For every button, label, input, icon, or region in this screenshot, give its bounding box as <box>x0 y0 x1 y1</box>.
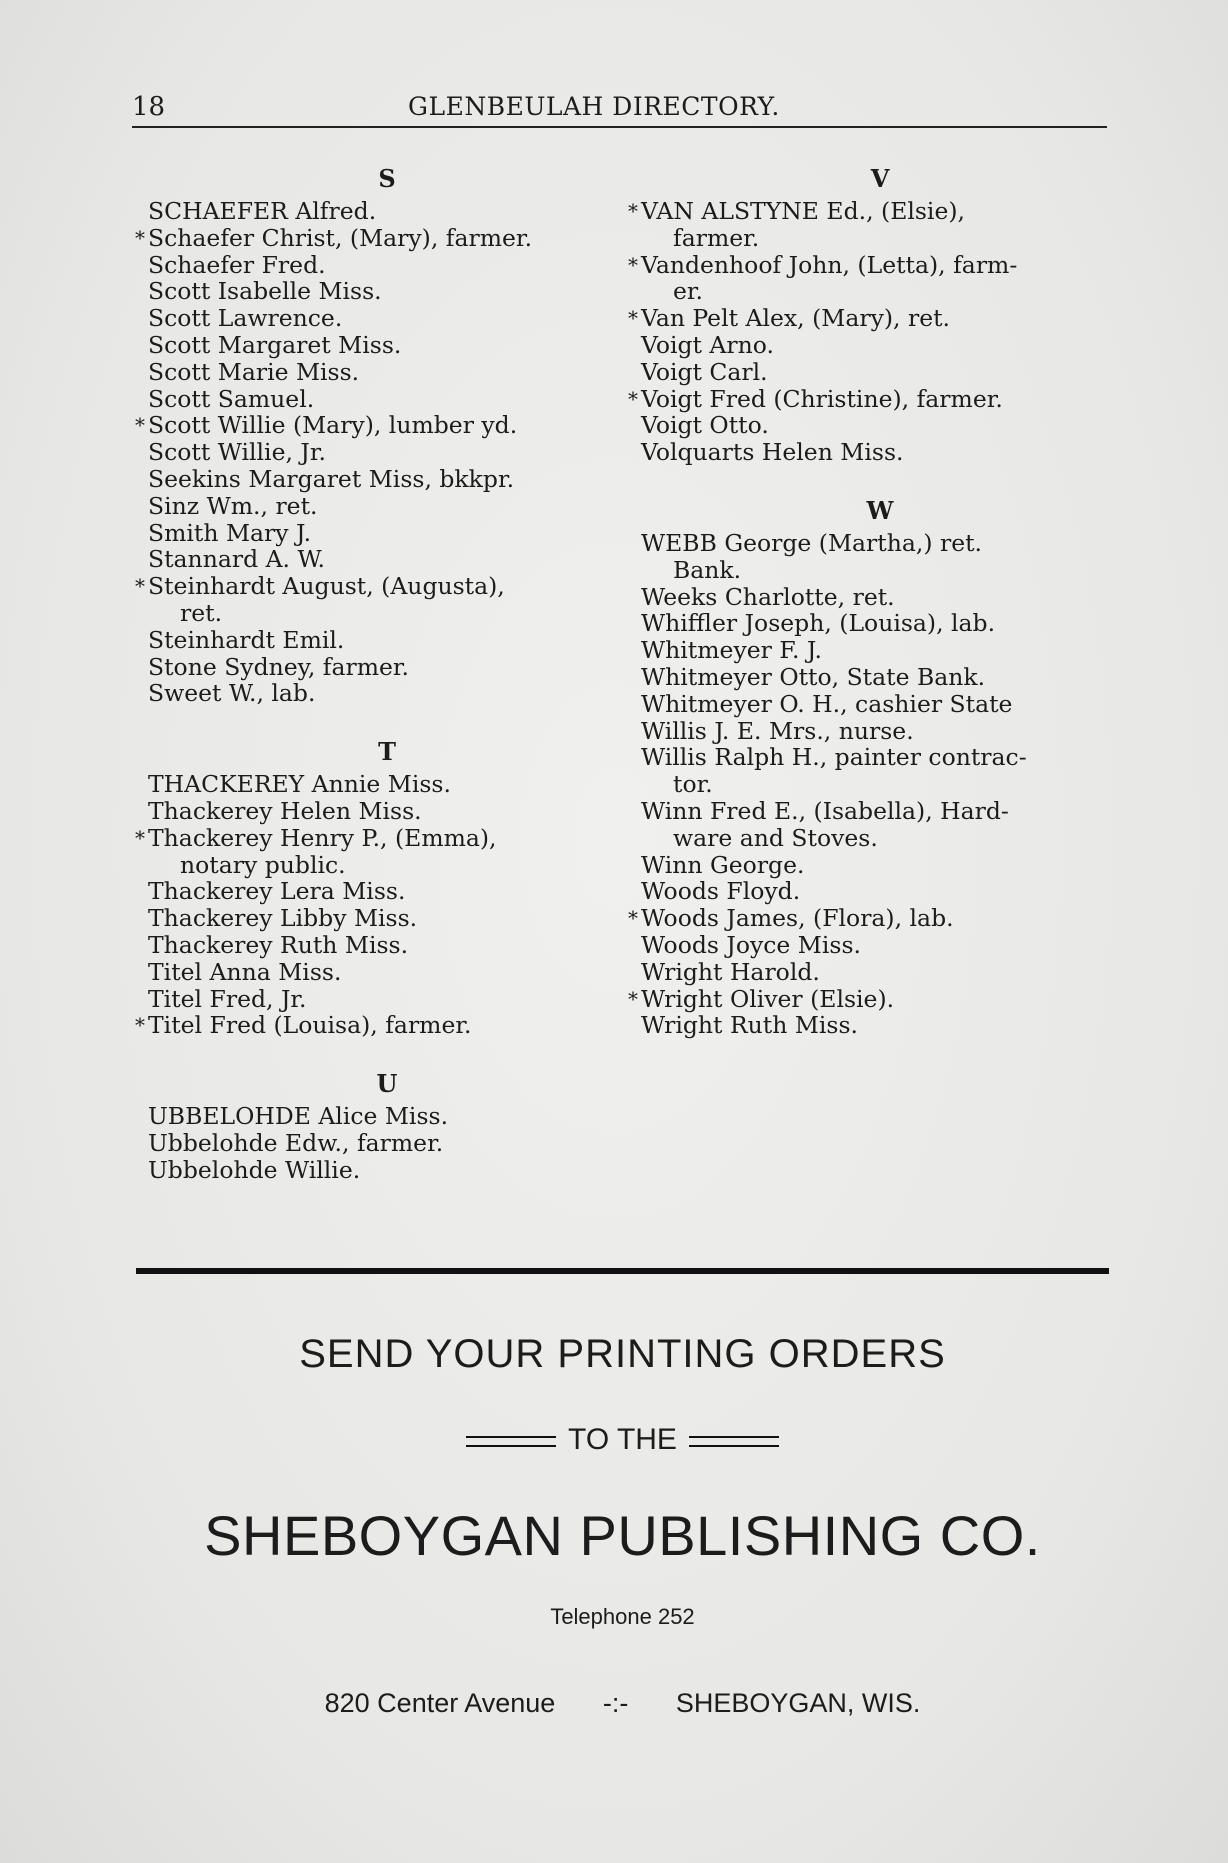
directory-entry <box>635 332 1135 359</box>
directory-entry <box>135 1011 642 1040</box>
directory-entry <box>135 223 642 252</box>
directory-entry <box>142 359 642 386</box>
directory-entry <box>142 1103 642 1130</box>
directory-entry <box>142 332 642 359</box>
directory-entry <box>142 680 642 707</box>
header-rule <box>132 126 1107 128</box>
entry-continuation: farmer. <box>673 223 760 252</box>
entry-text: Woods Joyce Miss. <box>641 930 861 959</box>
ad-heading: SEND YOUR PRINTING ORDERS <box>299 1332 946 1376</box>
directory-entry <box>635 637 1135 664</box>
entry-continuation: ware and Stoves. <box>673 823 878 852</box>
entry-text: Winn George. <box>641 850 805 879</box>
directory-entry <box>635 584 1135 611</box>
entry-text: Titel Fred, Jr. <box>148 984 307 1013</box>
directory-entry <box>142 959 642 986</box>
entry-text: Thackerey Lera Miss. <box>148 877 406 906</box>
entry-text: Willis J. E. Mrs., nurse. <box>641 716 914 745</box>
entry-text: Willis Ralph H., painter contrac- <box>641 743 1027 772</box>
directory-entry <box>142 1130 642 1157</box>
ad-separator: -:- <box>602 1688 629 1718</box>
directory-entry <box>142 198 642 225</box>
page-number: 18 <box>132 92 166 122</box>
entry-text: Ubbelohde Edw., farmer. <box>148 1128 444 1157</box>
entry-text: Wright Harold. <box>641 957 820 986</box>
directory-entry <box>635 610 1135 637</box>
directory-entry <box>628 384 1135 413</box>
entry-text: Wright Oliver (Elsie). <box>641 984 895 1013</box>
directory-entry <box>628 250 1135 306</box>
entry-text: Woods James, (Flora), lab. <box>641 904 954 933</box>
entry-text: Woods Floyd. <box>641 877 801 906</box>
entry-text: Wright Ruth Miss. <box>641 1011 858 1040</box>
directory-entry <box>635 412 1135 439</box>
entry-text: Weeks Charlotte, ret. <box>641 582 895 611</box>
entry-text: Volquarts Helen Miss. <box>641 438 904 467</box>
entry-text: Van Pelt Alex, (Mary), ret. <box>641 304 951 333</box>
entry-text: Voigt Fred (Christine), farmer. <box>641 384 1003 413</box>
directory-entry <box>635 664 1135 691</box>
directory-entry <box>142 546 642 573</box>
asterisk-mark: * <box>628 986 638 1011</box>
directory-entry <box>635 932 1135 959</box>
section-letter: V <box>870 164 890 193</box>
entry-text: Winn Fred E., (Isabella), Hard- <box>641 796 1009 825</box>
directory-entry <box>142 493 642 520</box>
section-gap <box>635 466 1135 492</box>
entry-continuation: tor. <box>673 770 713 799</box>
entry-text: Scott Isabelle Miss. <box>148 277 382 306</box>
entry-text: Thackerey Helen Miss. <box>148 796 422 825</box>
directory-entry <box>142 798 642 825</box>
directory-entry <box>142 252 642 279</box>
directory-entry <box>135 572 642 627</box>
directory-entry <box>628 984 1135 1013</box>
directory-entry <box>142 439 642 466</box>
section-letter: U <box>376 1069 398 1099</box>
entry-text: Whitmeyer Otto, State Bank. <box>641 662 986 691</box>
entry-continuation: notary public. <box>180 850 346 879</box>
directory-entry <box>635 1012 1135 1039</box>
entry-text: Smith Mary J. <box>148 518 312 547</box>
directory-entry <box>142 386 642 413</box>
section-divider <box>136 1268 1109 1274</box>
directory-entry <box>142 278 642 305</box>
entry-text: VAN ALSTYNE Ed., (Elsie), <box>641 197 965 225</box>
directory-entry <box>635 691 1135 718</box>
ad-address-line <box>136 1688 1109 1719</box>
entry-text: Scott Willie (Mary), lumber yd. <box>148 411 518 440</box>
directory-entry <box>635 530 1135 584</box>
entry-text: THACKEREY Annie Miss. <box>148 770 451 799</box>
entry-text: Schaefer Christ, (Mary), farmer. <box>148 223 533 252</box>
entry-text: Steinhardt August, (Augusta), <box>148 572 505 601</box>
directory-entry <box>635 744 1135 798</box>
double-rule-right <box>689 1436 779 1447</box>
entry-text: SCHAEFER Alfred. <box>148 197 377 225</box>
entry-text: Voigt Otto. <box>641 411 769 440</box>
directory-entry <box>635 798 1135 852</box>
entry-text: Whitmeyer F. J. <box>641 636 822 665</box>
entry-continuation: Bank. <box>673 555 742 584</box>
directory-entry <box>635 439 1135 466</box>
asterisk-mark: * <box>135 1013 145 1038</box>
directory-entry <box>142 932 642 959</box>
entry-text: Vandenhoof John, (Letta), farm- <box>641 250 1018 279</box>
entry-text: Scott Samuel. <box>148 384 315 413</box>
entry-text: Sweet W., lab. <box>148 679 316 708</box>
entry-text: Whitmeyer O. H., cashier State <box>641 689 1013 718</box>
asterisk-mark: * <box>628 386 638 411</box>
directory-entry <box>142 905 642 932</box>
entry-text: Thackerey Libby Miss. <box>148 904 418 933</box>
asterisk-mark: * <box>135 413 145 438</box>
asterisk-mark: * <box>135 225 145 250</box>
ad-to-the <box>136 1423 1109 1457</box>
directory-entry <box>142 986 642 1013</box>
entry-text: Ubbelohde Willie. <box>148 1155 361 1184</box>
ad-address: 820 Center Avenue <box>324 1688 556 1718</box>
entry-text: Scott Margaret Miss. <box>148 330 402 359</box>
asterisk-mark: * <box>628 199 638 223</box>
asterisk-mark: * <box>135 825 145 850</box>
directory-entry <box>135 411 642 440</box>
entry-continuation: ret. <box>180 598 223 627</box>
directory-entry <box>635 878 1135 905</box>
ad-city: SHEBOYGAN, WIS. <box>675 1688 921 1718</box>
entry-text: Whiffler Joseph, (Louisa), lab. <box>641 609 996 638</box>
directory-entry <box>628 904 1135 933</box>
entry-text: Scott Willie, Jr. <box>148 438 326 467</box>
directory-entry <box>142 520 642 547</box>
ad-company-name: SHEBOYGAN PUBLISHING CO. <box>204 1504 1041 1567</box>
directory-entry <box>142 878 642 905</box>
entry-text: Steinhardt Emil. <box>148 625 345 654</box>
entry-text: Voigt Carl. <box>641 357 768 386</box>
entry-text: Schaefer Fred. <box>148 250 326 279</box>
directory-entry <box>142 466 642 493</box>
section-letter: T <box>378 737 396 767</box>
entry-text: Seekins Margaret Miss, bkkpr. <box>148 464 515 493</box>
entry-text: Thackerey Ruth Miss. <box>148 930 409 959</box>
section-gap <box>142 1039 642 1065</box>
directory-entry <box>142 1157 642 1184</box>
entry-text: UBBELOHDE Alice Miss. <box>148 1102 449 1131</box>
section-gap <box>142 707 642 733</box>
entry-text: Stone Sydney, farmer. <box>148 652 410 681</box>
entry-text: WEBB George (Martha,) ret. <box>641 528 983 557</box>
double-rule-left <box>466 1436 556 1447</box>
entry-text: Titel Anna Miss. <box>148 957 342 986</box>
entry-text: Scott Lawrence. <box>148 304 343 333</box>
asterisk-mark: * <box>628 252 638 277</box>
directory-entry <box>142 771 642 798</box>
directory-entry <box>135 823 642 879</box>
section-letter: W <box>866 495 894 525</box>
section-letter: S <box>378 164 396 193</box>
directory-entry <box>628 304 1135 333</box>
running-title: GLENBEULAH DIRECTORY. <box>408 92 780 121</box>
directory-entry <box>635 359 1135 386</box>
entry-text: Voigt Arno. <box>641 330 774 359</box>
ad-to-the-text: TO THE <box>568 1423 677 1456</box>
asterisk-mark: * <box>135 574 145 599</box>
entry-text: Thackerey Henry P., (Emma), <box>148 823 497 852</box>
entry-text: Sinz Wm., ret. <box>148 491 318 520</box>
entry-text: Titel Fred (Louisa), farmer. <box>148 1011 472 1040</box>
directory-entry <box>142 654 642 681</box>
directory-entry <box>142 627 642 654</box>
left-column <box>135 160 642 1184</box>
directory-entry <box>635 718 1135 745</box>
page-header <box>132 88 1107 128</box>
ad-telephone: Telephone 252 <box>550 1604 695 1629</box>
asterisk-mark: * <box>628 906 638 931</box>
right-column <box>628 160 1135 1040</box>
directory-entry <box>635 852 1135 879</box>
entry-text: Scott Marie Miss. <box>148 357 360 386</box>
directory-entry <box>635 959 1135 986</box>
asterisk-mark: * <box>628 306 638 331</box>
entry-text: Stannard A. W. <box>148 545 326 574</box>
directory-entry <box>628 197 1135 252</box>
entry-continuation: er. <box>673 277 704 306</box>
directory-entry <box>142 305 642 332</box>
